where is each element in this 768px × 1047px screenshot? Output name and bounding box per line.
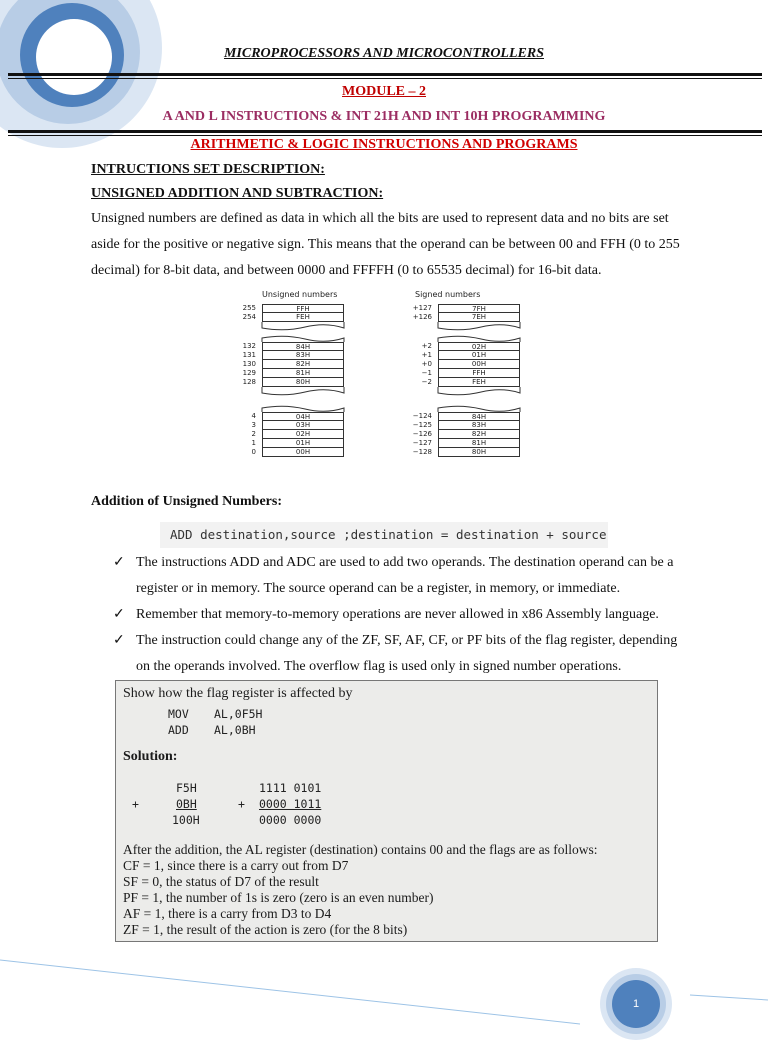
flag-line: SF = 0, the status of D7 of the result: [123, 874, 319, 889]
signed-title: Signed numbers: [415, 290, 481, 299]
heading-set-description: INTRUCTIONS SET DESCRIPTION:: [91, 162, 325, 177]
unsigned-break-mark: [260, 387, 346, 414]
signed-decimal-label: −125: [412, 421, 432, 429]
check-icon: ✓: [113, 555, 125, 570]
signed-decimal-label: −127: [412, 439, 432, 447]
code-op: MOV: [168, 707, 189, 721]
header-rule: [8, 73, 762, 76]
check-icon: ✓: [113, 633, 125, 648]
page-number: 1: [632, 998, 640, 1010]
signed-hex-cell: FFH: [438, 369, 520, 378]
after-text: After the addition, the AL register (destination) contains 00 and the flags are as follows:: [123, 842, 598, 857]
bin-value: 0000 0000: [259, 813, 322, 827]
unsigned-decimal-label: 2: [251, 430, 256, 438]
list-item: ✓ Remember that memory-to-memory operations are never allowed in x86 Assembly language.: [113, 602, 693, 628]
bin-value: 1111 0101: [259, 781, 322, 795]
para-line: Unsigned numbers are defined as data in which all the bits are used to represent data and no bits are set: [91, 211, 669, 226]
signed-decimal-label: −2: [421, 378, 432, 386]
code-arg: AL,0BH: [214, 723, 256, 737]
list-item: ✓ The instructions ADD and ADC are used to add two operands. The destination operand can be a register or in memory. The source operand can be a register, in memory, or immediate.: [113, 550, 693, 602]
solution-label: Solution:: [123, 749, 178, 764]
addition-bullets: [113, 550, 693, 680]
heading-unsigned: UNSIGNED ADDITION AND SUBTRACTION:: [91, 186, 384, 201]
page-number-badge: [598, 966, 674, 1042]
unsigned-hex-cell: 83H: [262, 351, 344, 360]
para-line: decimal) for 8-bit data, and between 0000 and FFFFH (0 to 65535 decimal) for 16-bit data.: [91, 263, 602, 278]
unsigned-decimal-label: 128: [242, 378, 256, 386]
signed-decimal-label: +127: [412, 304, 432, 312]
signed-decimal-label: +1: [421, 351, 432, 359]
check-icon: ✓: [113, 607, 125, 622]
unsigned-hex-cell: FEH: [262, 313, 344, 322]
module-title: MODULE – 2: [342, 84, 426, 99]
unsigned-hex-cell: FFH: [262, 304, 344, 313]
code-op: ADD: [168, 723, 189, 737]
unsigned-decimal-label: 3: [251, 421, 256, 429]
hex-value: F5H: [176, 781, 197, 795]
signed-break-mark: [436, 322, 522, 344]
unsigned-decimal-label: 4: [251, 412, 256, 420]
plus-sign: +: [132, 797, 139, 811]
flag-line: PF = 1, the number of 1s is zero (zero is an even number): [123, 890, 434, 905]
signed-hex-cell: 81H: [438, 439, 520, 448]
unsigned-hex-cell: 03H: [262, 421, 344, 430]
unsigned-hex-cell: 80H: [262, 378, 344, 387]
signed-hex-cell: 7FH: [438, 304, 520, 313]
unsigned-decimal-label: 132: [242, 342, 256, 350]
unsigned-decimal-label: 1: [251, 439, 256, 447]
hex-value: 0BH: [176, 797, 197, 811]
header-rule-thin: [8, 78, 762, 79]
signed-hex-cell: 7EH: [438, 313, 520, 322]
signed-hex-cell: 84H: [438, 412, 520, 421]
unsigned-decimal-label: 130: [242, 360, 256, 368]
signed-hex-cell: 02H: [438, 342, 520, 351]
unsigned-decimal-label: 131: [242, 351, 256, 359]
signed-decimal-label: −124: [412, 412, 432, 420]
section-rule: [8, 130, 762, 133]
unsigned-hex-cell: 00H: [262, 448, 344, 457]
unsigned-hex-cell: 04H: [262, 412, 344, 421]
unsigned-hex-cell: 81H: [262, 369, 344, 378]
list-item: ✓ The instruction could change any of the ZF, SF, AF, CF, or PF bits of the flag register, depending on the operands involved. The overflow flag is used only in signed number operations.: [113, 628, 693, 680]
intro-paragraph: [91, 206, 693, 284]
unsigned-hex-cell: 01H: [262, 439, 344, 448]
signed-decimal-label: −126: [412, 430, 432, 438]
signed-hex-cell: 83H: [438, 421, 520, 430]
plus-sign: +: [238, 797, 245, 811]
signed-decimal-label: +2: [421, 342, 432, 350]
signed-hex-cell: 01H: [438, 351, 520, 360]
flag-line: ZF = 1, the result of the action is zero (for the 8 bits): [123, 922, 408, 937]
signed-decimal-label: +126: [412, 313, 432, 321]
unsigned-decimal-label: 0: [251, 448, 256, 456]
header-title: MICROPROCESSORS AND MICROCONTROLLERS: [223, 46, 544, 61]
unsigned-hex-cell: 84H: [262, 342, 344, 351]
signed-hex-cell: 82H: [438, 430, 520, 439]
unsigned-decimal-label: 129: [242, 369, 256, 377]
unsigned-hex-cell: 02H: [262, 430, 344, 439]
flag-line: AF = 1, there is a carry from D3 to D4: [123, 906, 332, 921]
number-range-figure: [222, 290, 532, 480]
signed-decimal-label: +0: [421, 360, 432, 368]
add-syntax-code: ADD destination,source ;destination = destination + source: [160, 522, 608, 548]
code-arg: AL,0F5H: [214, 707, 263, 721]
bin-value: 0000 1011: [259, 797, 322, 811]
section-title: ARITHMETIC & LOGIC INSTRUCTIONS AND PROGRAMS: [190, 137, 578, 152]
flag-example-box: [115, 680, 658, 942]
signed-hex-cell: 80H: [438, 448, 520, 457]
example-title: Show how the flag register is affected by: [123, 686, 353, 701]
para-line: aside for the positive or negative sign. This means that the operand can be between 00 and FFH (0 to 255: [91, 237, 680, 252]
decorative-circles: [0, 0, 170, 160]
module-subtitle: A AND L INSTRUCTIONS & INT 21H AND INT 10H PROGRAMMING: [162, 109, 606, 124]
signed-hex-cell: FEH: [438, 378, 520, 387]
unsigned-hex-cell: 82H: [262, 360, 344, 369]
signed-decimal-label: −1: [421, 369, 432, 377]
unsigned-decimal-label: 254: [242, 313, 256, 321]
unsigned-break-mark: [260, 322, 346, 344]
flag-line: CF = 1, since there is a carry out from D7: [123, 858, 349, 873]
hex-value: 100H: [172, 813, 200, 827]
unsigned-title: Unsigned numbers: [262, 290, 338, 299]
unsigned-decimal-label: 255: [242, 304, 256, 312]
signed-hex-cell: 00H: [438, 360, 520, 369]
section-rule-thin: [8, 135, 762, 136]
addition-heading: Addition of Unsigned Numbers:: [91, 494, 282, 509]
signed-decimal-label: −128: [412, 448, 432, 456]
signed-break-mark: [436, 387, 522, 414]
